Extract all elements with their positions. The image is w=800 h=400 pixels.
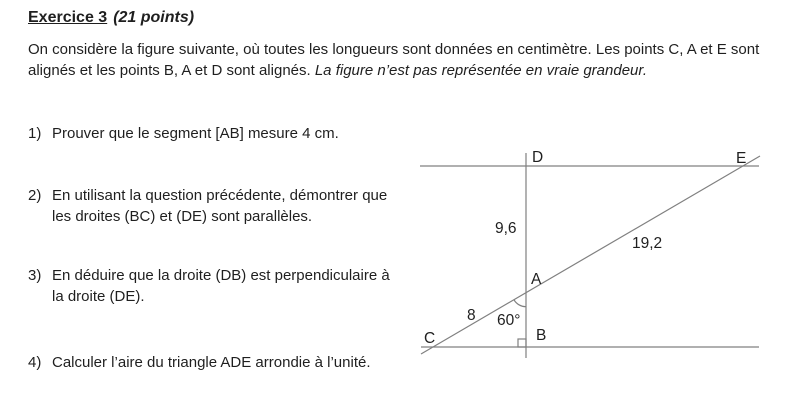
- question-number: 2): [28, 187, 42, 204]
- question-number: 3): [28, 267, 42, 284]
- question-text: Prouver que le segment [AB] mesure 4 cm.: [52, 125, 339, 142]
- intro-text-normal: On considère la figure suivante, où toutes les longueurs sont données en centimètre. Les points C, A et E sont alignés et les points B, A et D sont alignés.: [28, 41, 760, 79]
- question-item-3: [28, 265, 392, 307]
- question-text: En déduire que la droite (DB) est perpendiculaire à la droite (DE).: [52, 267, 390, 305]
- intro-paragraph: [28, 39, 790, 81]
- length-label-ae: 19,2: [632, 235, 663, 252]
- point-label-e: E: [736, 150, 747, 167]
- angle-arc: [514, 300, 526, 307]
- question-number: 4): [28, 354, 42, 371]
- length-label-ac: 8: [467, 307, 476, 324]
- question-number: 1): [28, 125, 42, 142]
- question-item-4: [28, 352, 392, 373]
- intro-text-italic: La figure n’est pas représentée en vraie grandeur.: [314, 62, 647, 79]
- question-text: En utilisant la question précédente, démontrer que les droites (BC) et (DE) sont parallèles.: [52, 187, 388, 225]
- length-label-ad: 9,6: [495, 220, 517, 237]
- line-CAE: [421, 156, 760, 354]
- point-label-d: D: [532, 149, 544, 166]
- right-angle-mark: [518, 339, 526, 347]
- exercise-title: [28, 9, 194, 27]
- question-text: Calculer l’aire du triangle ADE arrondie à l’unité.: [52, 354, 371, 371]
- exercise-figure: [410, 140, 800, 370]
- question-item-1: [28, 123, 392, 144]
- question-item-2: [28, 185, 392, 227]
- exercise-title-points: (21 points): [113, 9, 195, 26]
- point-label-c: C: [424, 330, 436, 347]
- point-label-a: A: [531, 271, 542, 288]
- exercise-title-heading: Exercice 3: [28, 9, 108, 26]
- angle-label: 60°: [497, 312, 521, 329]
- point-label-b: B: [536, 327, 547, 344]
